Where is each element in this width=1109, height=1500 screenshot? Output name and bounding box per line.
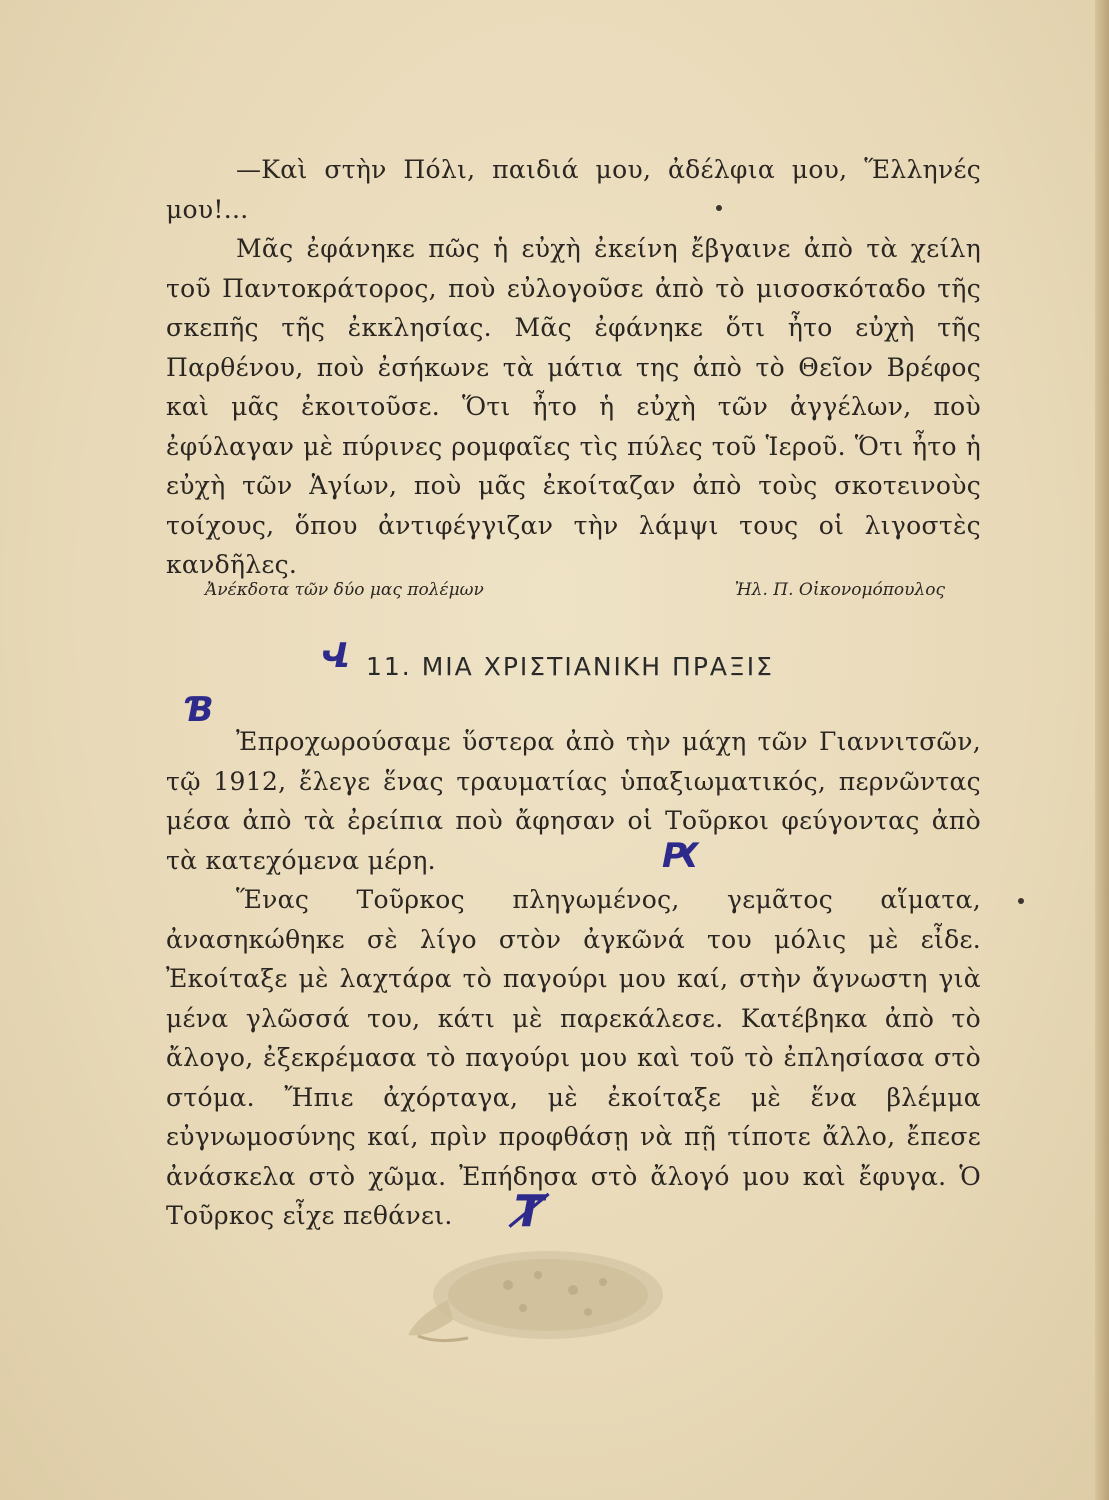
attribution-source: Ἀνέκδοτα τῶν δύο μας πολέμων — [205, 580, 484, 600]
page-edge — [1095, 0, 1109, 1500]
attribution — [205, 580, 945, 610]
paragraph-one: Μᾶς ἐφάνηκε πῶς ἡ εὐχὴ ἐκείνη ἔβγαινε ἀπὸ τὰ χείλη τοῦ Παντοκράτορος, ποὺ εὐλογοῦσε ἀπὸ τὸ μισοσκόταδο τῆς σκεπῆς τῆς ἐκκλησίας. Μᾶς ἐφάνηκε ὅτι ἦτο εὐχὴ τῆς Παρθένου, ποὺ ἐσήκωνε τὰ μάτια της ἀπὸ τὸ Θεῖον Βρέφος καὶ μᾶς ἐκοιτοῦσε. Ὅτι ἦτο ἡ εὐχὴ τῶν ἀγγέλων, ποὺ ἐφύλαγαν μὲ πύρινες ρομφαῖες τὶς πύλες τοῦ Ἱεροῦ. Ὅτι ἦτο ἡ εὐχὴ τῶν Ἁγίων, ποὺ μᾶς ἐκοίταζαν ἀπὸ τοὺς σκοτεινοὺς τοίχους, ὅπου ἀντιφέγγιζαν τὴν λάμψι τους οἱ λιγοστὲς κανδῆλες. — [166, 234, 981, 579]
pen-mark-paragraph: Ɓ — [186, 690, 214, 730]
ink-speck — [1018, 898, 1024, 904]
pen-mark-final: Ⱦ — [514, 1186, 545, 1237]
section-one — [166, 150, 981, 585]
opening-line: —Καὶ στὴν Πόλι, παιδιά μου, ἀδέλφια μου, Ἕλληνές μου!... — [166, 155, 981, 224]
pen-mark-end-paragraph: Ԗ — [662, 836, 699, 876]
ink-speck — [716, 205, 722, 211]
section-heading: 11. ΜΙΑ ΧΡΙΣΤΙΑΝΙΚΗ ΠΡΑΞΙΣ — [366, 652, 774, 681]
paragraph-three: Ἕνας Τοῦρκος πληγωμένος, γεμᾶτος αἵματα, ἀνασηκώθηκε σὲ λίγο στὸν ἀγκῶνά του μόλις μὲ εἶδε. Ἐκοίταξε μὲ λαχτάρα τὸ παγούρι μου καί, στὴν ἄγνωστη γιὰ μένα γλῶσσά του, κάτι μὲ παρεκάλεσε. Κατέβηκα ἀπὸ τὸ ἄλογο, ἐξεκρέμασα τὸ παγούρι μου καὶ τοῦ τὸ ἐπλησίασα στὸ στόμα. Ἤπιε ἀχόρταγα, μὲ ἐκοίταξε μὲ ἕνα βλέμμα εὐγνωμοσύνης καί, πρὶν προφθάσῃ νὰ πῇ τίποτε ἄλλο, ἔπεσε ἀνάσκελα στὸ χῶμα. Ἐπήδησα στὸ ἄλογό μου καὶ ἔφυγα. Ὁ Τοῦρκος εἶχε πεθάνει. — [166, 885, 981, 1230]
pen-mark-heading: Վ — [322, 636, 350, 676]
paragraph-two: Ἐπροχωρούσαμε ὕστερα ἀπὸ τὴν μάχη τῶν Γιαννιτσῶν, τῷ 1912, ἔλεγε ἕνας τραυματίας ὑπαξιωματικός, περνῶντας μέσα ἀπὸ τὰ ἐρείπια ποὺ ἄφησαν οἱ Τοῦρκοι φεύγοντας ἀπὸ τὰ κατεχόμενα μέρη. — [166, 727, 981, 875]
attribution-author: Ἠλ. Π. Οἰκονομόπουλος — [734, 580, 945, 600]
section-two — [166, 722, 981, 1236]
bottle-ornament — [398, 1240, 678, 1350]
